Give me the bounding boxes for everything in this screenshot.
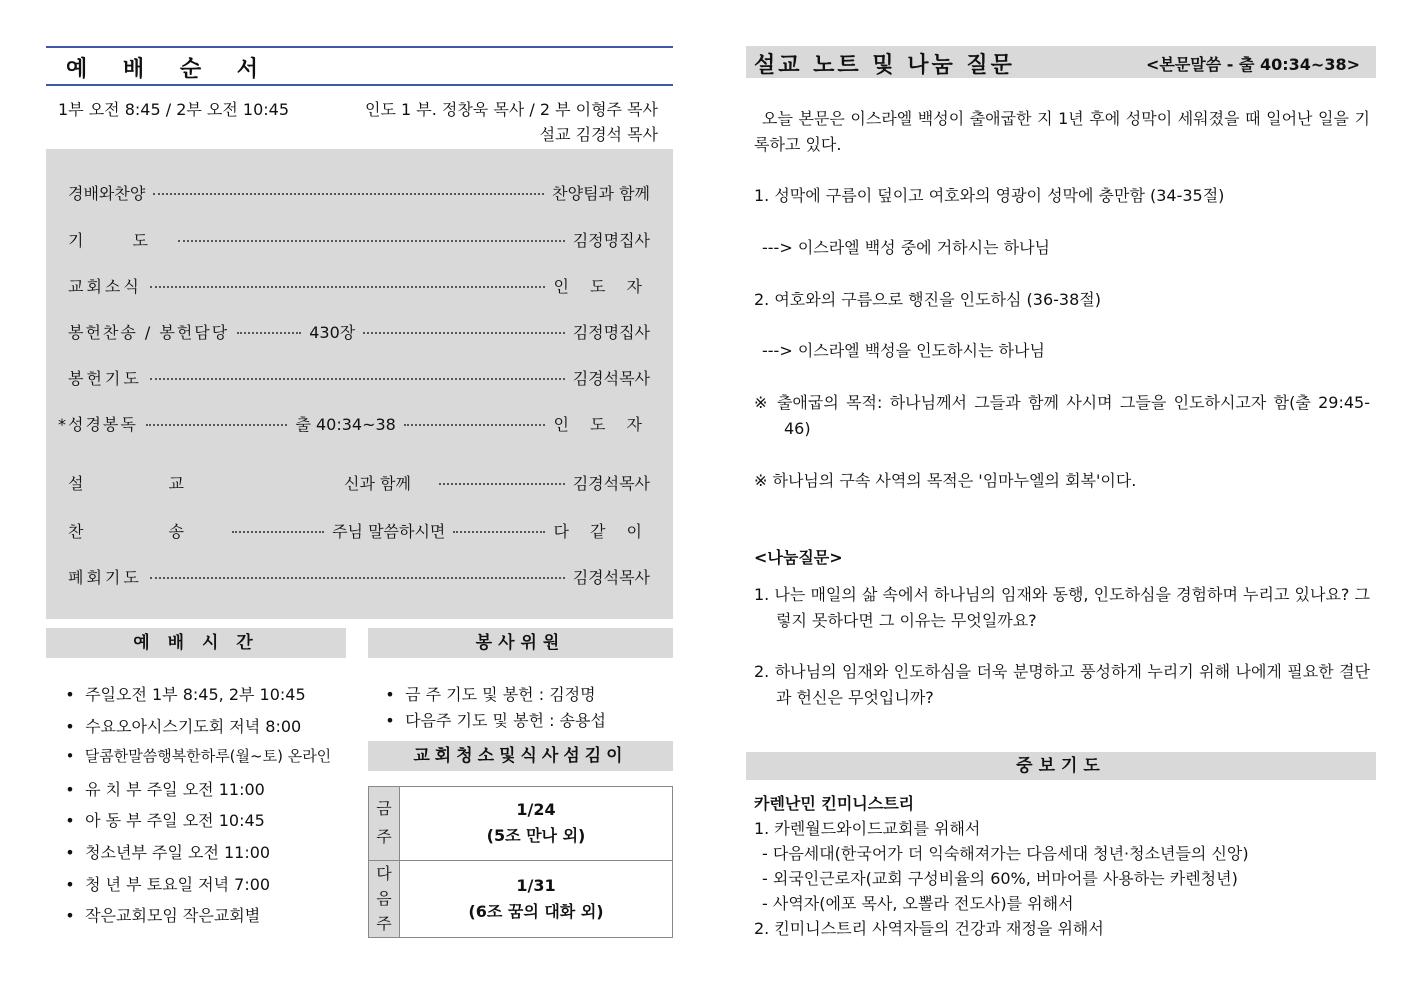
leaders-line: 인도 1 부. 정창욱 목사 / 2 부 이형주 목사 <box>365 100 658 119</box>
service-times: 1부 오전 8:45 / 2부 오전 10:45 <box>58 100 290 119</box>
order-row <box>58 412 650 434</box>
sermon-title-bar <box>746 46 1376 78</box>
sermon-note-2: ※ 하나님의 구속 사역의 목적은 '임마누엘의 회복'이다. <box>754 471 1137 490</box>
side-char: 다 <box>376 864 392 883</box>
prayer-line-3: - 외국인근로자(교회 구성비율의 60%, 버마어를 사용하는 카렌청년) <box>762 869 1238 888</box>
worship-title: 예 배 순 서 <box>66 57 272 82</box>
schedule-item: • 유 치 부 주일 오전 11:00 <box>65 780 265 799</box>
order-row <box>68 181 650 203</box>
order-leader: 인 도 자 <box>553 414 651 434</box>
order-label: 찬 송 <box>68 521 224 541</box>
order-label: 경배와찬양 <box>68 183 146 203</box>
order-leader: 다 같 이 <box>553 521 651 541</box>
side-char: 금 <box>376 799 392 818</box>
schedule-title: 예 배 시 간 <box>46 628 346 658</box>
order-detail: 430장 <box>309 322 356 342</box>
cleaning-side-label <box>369 787 400 860</box>
order-leader: 김경석목사 <box>572 567 650 587</box>
cleaning-date: 1/31 <box>516 876 556 895</box>
cleaning-table <box>368 786 673 938</box>
sermon-point-2-arrow: ---> 이스라엘 백성을 인도하시는 하나님 <box>762 341 1045 360</box>
leader-dots <box>232 531 324 533</box>
worship-order-box <box>46 149 673 619</box>
cleaning-title: 교회청소및식사섬김이 <box>368 741 673 771</box>
leader-dots <box>146 424 288 426</box>
leader-dots <box>150 286 546 288</box>
order-leader: 김정명집사 <box>572 322 650 342</box>
worship-title-bar <box>46 46 673 86</box>
order-label: *성경봉독 <box>58 414 138 434</box>
leader-dots <box>404 424 546 426</box>
cleaning-side-label <box>369 861 400 937</box>
questions-title: <나눔질문> <box>754 548 843 567</box>
leader-dots <box>363 332 565 334</box>
side-char: 음 <box>376 889 392 908</box>
schedule-text: 주일오전 1부 8:45, 2부 10:45 <box>85 685 306 704</box>
cleaning-row <box>400 797 672 849</box>
schedule-item: • 수요오아시스기도회 저녁 8:00 <box>65 717 302 736</box>
schedule-section <box>46 628 346 658</box>
order-label: 교회소식 <box>68 276 142 296</box>
cleaning-date: 1/24 <box>516 800 556 819</box>
sermon-title: 설교 노트 및 나눔 질문 <box>754 53 1015 78</box>
order-label: 폐회기도 <box>68 567 142 587</box>
order-row <box>68 228 650 250</box>
leader-dots <box>439 483 565 485</box>
sermon-point-1: 1. 성막에 구름이 덮이고 여호와의 영광이 성막에 충만함 (34-35절) <box>754 186 1225 205</box>
order-leader: 김정명집사 <box>572 230 650 250</box>
schedule-text: 청소년부 주일 오전 11:00 <box>85 843 271 862</box>
prayer-line-1: 1. 카렌월드와이드교회를 위해서 <box>754 819 981 838</box>
order-row <box>68 471 650 493</box>
leader-dots <box>237 332 301 334</box>
schedule-text: 청 년 부 토요일 저녁 7:00 <box>85 875 271 894</box>
question-1: 1. 나는 매일의 삶 속에서 하나님의 임재와 동행, 인도하심을 경험하며 누리고 있나요? 그렇지 못하다면 그 이유는 무엇일까요? <box>754 585 1370 630</box>
order-label: 봉헌기도 <box>68 368 142 388</box>
prayer-line-2: - 다음세대(한국어가 더 익숙해져가는 다음세대 청년·청소년들의 신앙) <box>762 844 1249 863</box>
service-text: 금 주 기도 및 봉헌 : 김정명 <box>405 685 596 704</box>
order-label: 봉헌찬송 / 봉헌담당 <box>68 322 230 342</box>
sermon-point-2: 2. 여호와의 구름으로 행진을 인도하심 (36-38절) <box>754 290 1101 309</box>
cleaning-team: (5조 만나 외) <box>486 826 586 845</box>
order-row <box>68 565 650 587</box>
scripture-ref: <본문말씀 - 출 40:34~38> <box>1145 55 1360 74</box>
sermon-note-1: ※ 출애굽의 목적: 하나님께서 그들과 함께 사시며 그들을 인도하시고자 함(출 29:45-46) <box>754 393 1370 438</box>
prayer-line-4: - 사역자(에포 목사, 오뽈라 전도사)를 위해서 <box>762 894 1074 913</box>
order-row <box>68 519 650 541</box>
schedule-item: • 주일오전 1부 8:45, 2부 10:45 <box>65 685 306 704</box>
leader-dots <box>150 577 565 579</box>
order-row <box>68 320 650 342</box>
order-leader: 김경석목사 <box>572 473 650 493</box>
side-char: 주 <box>376 827 392 846</box>
leader-dots <box>453 531 545 533</box>
sermon-intro: 오늘 본문은 이스라엘 백성이 출애굽한 지 1년 후에 성막이 세워졌을 때 일어난 일을 기록하고 있다. <box>754 109 1370 154</box>
order-leader: 김경석목사 <box>572 368 650 388</box>
leader-dots <box>153 193 544 195</box>
order-detail: 신과 함께 <box>344 473 411 493</box>
leader-dots <box>150 378 565 380</box>
prayer-line-5: 2. 킨미니스트리 사역자들의 건강과 재정을 위해서 <box>754 919 1104 938</box>
order-label: 기 도 <box>68 230 170 250</box>
service-section <box>368 628 673 658</box>
service-item: • 다음주 기도 및 봉헌 : 송용섭 <box>385 711 606 730</box>
side-char: 주 <box>376 914 392 933</box>
preacher-line: 설교 김경석 목사 <box>539 125 658 144</box>
service-item: • 금 주 기도 및 봉헌 : 김정명 <box>385 685 596 704</box>
order-row <box>68 274 650 296</box>
order-detail: 출 40:34~38 <box>295 414 396 434</box>
schedule-item: • 작은교회모임 작은교회별 <box>65 906 261 925</box>
order-detail: 주님 말씀하시면 <box>332 521 446 541</box>
prayer-title: 중보기도 <box>746 752 1376 780</box>
schedule-item: • 아 동 부 주일 오전 10:45 <box>65 811 265 830</box>
table-divider <box>369 860 672 861</box>
order-row <box>68 366 650 388</box>
question-2: 2. 하나님의 임재와 인도하심을 더욱 분명하고 풍성하게 누리기 위해 나에게 필요한 결단과 헌신은 무엇입니까? <box>754 662 1370 707</box>
schedule-text: 수요오아시스기도회 저녁 8:00 <box>85 717 302 736</box>
schedule-item: • 달콤한말씀행복한하루(월~토) 온라인 <box>65 747 332 765</box>
prayer-org: 카렌난민 킨미니스트리 <box>754 794 915 813</box>
cleaning-section <box>368 741 673 771</box>
leader-dots <box>178 240 565 242</box>
schedule-item: • 청 년 부 토요일 저녁 7:00 <box>65 875 271 894</box>
service-text: 다음주 기도 및 봉헌 : 송용섭 <box>405 711 606 730</box>
schedule-text: 작은교회모임 작은교회별 <box>85 906 261 925</box>
schedule-text: 유 치 부 주일 오전 11:00 <box>85 780 265 799</box>
schedule-text: 아 동 부 주일 오전 10:45 <box>85 811 265 830</box>
cleaning-team: (6조 꿈의 대화 외) <box>468 902 604 921</box>
sermon-point-1-arrow: ---> 이스라엘 백성 중에 거하시는 하나님 <box>762 238 1050 257</box>
schedule-item: • 청소년부 주일 오전 11:00 <box>65 843 271 862</box>
order-leader: 인 도 자 <box>553 276 650 296</box>
order-label: 설 교 <box>68 473 224 493</box>
cleaning-row <box>400 873 672 925</box>
order-leader: 찬양팀과 함께 <box>552 183 650 203</box>
service-title: 봉사위원 <box>368 628 673 658</box>
schedule-text: 달콤한말씀행복한하루(월~토) 온라인 <box>84 747 332 765</box>
